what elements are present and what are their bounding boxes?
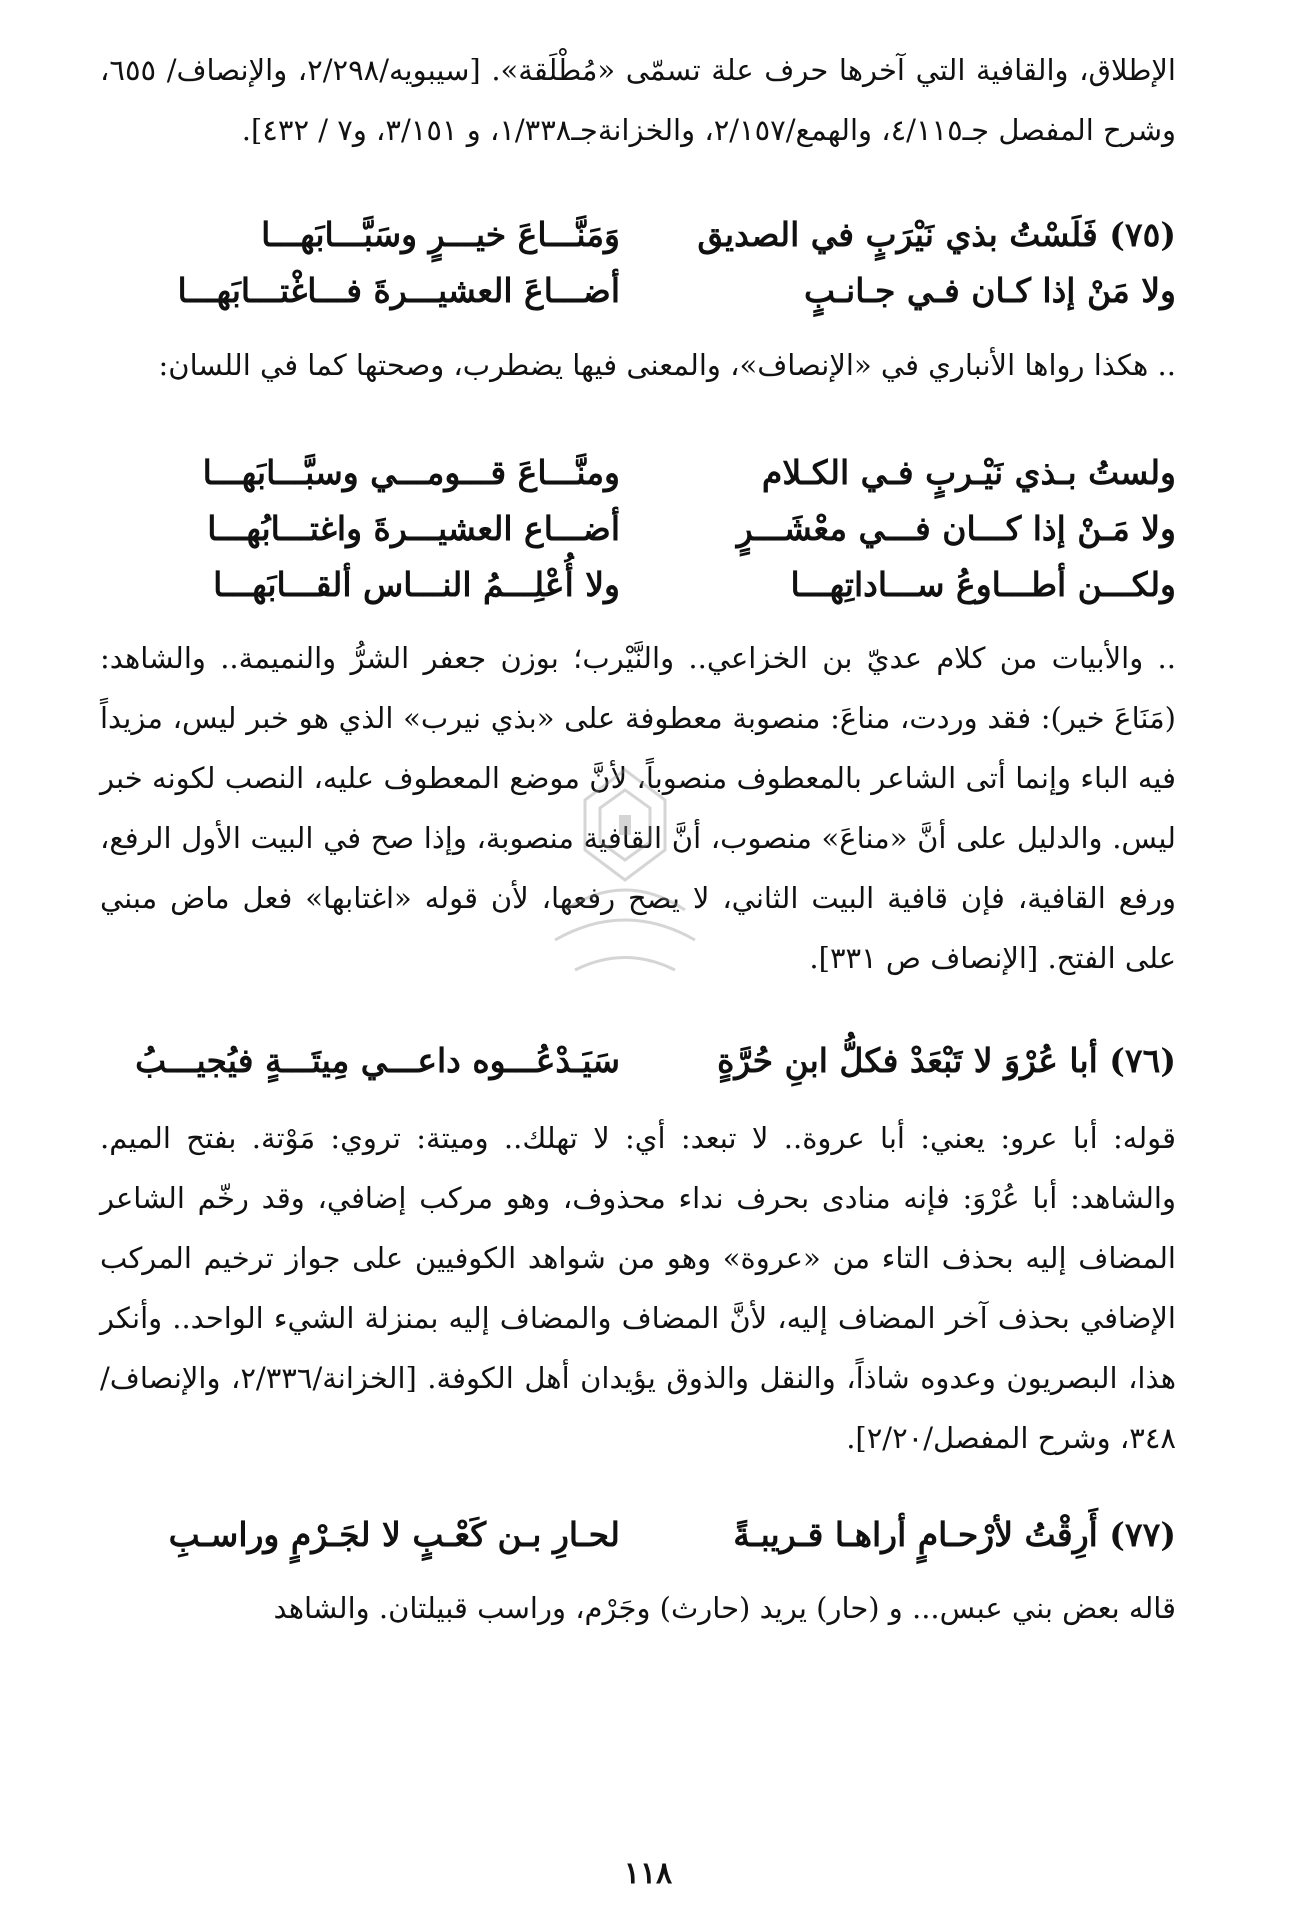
paragraph-shahid-76: قوله: أبا عرو: يعني: أبا عروة.. لا تبعد: أي: لا تهلك.. وميتة: تروي: مَوْتة. بفتح الميم. والشاهد: أبا عُرْوَ: فإنه منادى بحرف نداء محذوف، وهو مركب إضافي، وقد رخّم الشاعر المضاف إليه بحذف التاء من «عروة» وهو من شواهد الكوفيين على جواز ترخيم المركب الإضافي بحذف آخر المضاف إليه، لأنَّ المضاف والمضاف إليه بمنزلة الشيء الواحد.. وأنكر هذا، البصريون وعدوه شاذاً، والنقل والذوق يؤيدان أهل الكوفة. [الخزانة/٢/٣٣٦، والإنصاف/٣٤٨، وشرح المفصل/٢/٢٠]. [100,1121,1176,1455]
verse-second-hemistich: أضـــاعَ العشيـــرةَ فـــاغْتـــابَهـــا [177,271,620,310]
page-number: ١١٨ [623,1856,673,1891]
verse-lisan-line-2 [100,502,1176,556]
verse-second-hemistich: ومنَّـــاعَ قـــومـــي وسبَّـــابَهـــا [202,453,620,492]
verse-lisan-line-1 [100,446,1176,500]
verse-76 [100,1034,1176,1088]
verse-second-hemistich: ولا أُعْلِـــمُ النـــاس ألقـــابَهـــا [213,565,620,604]
verse-first-hemistich: (٧٧) أَرِقْتُ لأرْحـامٍ أراهـا قـريبـةً [733,1515,1176,1554]
verse-75-line-1 [100,208,1176,262]
verse-first-hemistich: (٧٦) أبا عُرْوَ لا تَبْعَدْ فكلُّ ابنِ حُرَّةٍ [717,1041,1176,1080]
verse-second-hemistich: أضـــاع العشيـــرةَ واغتـــابُهـــا [207,509,620,548]
verse-first-hemistich: ولا مَنْ إذا كـان فـي جـانـبٍ [803,271,1176,310]
paragraph-shahid-75: .. والأبيات من كلام عديّ بن الخزاعي.. والنَّيْرب؛ بوزن جعفر الشرُّ والنميمة.. والشاهد: (مَنَاعَ خير): فقد وردت، مناعَ: منصوبة معطوفة على «بذي نيرب» الذي هو خبر ليس، مزيداً فيه الباء وإنما أتى الشاعر بالمعطوف منصوباً، لأنَّ موضع المعطوف عليه، النصب لكونه خبر ليس. والدليل على أنَّ «مناعَ» منصوب، أنَّ القافية منصوبة، وإذا صح في البيت الأول الرفع، ورفع القافية، فإن قافية البيت الثاني، لا يصح رفعها، لأن قوله «اغتابها» فعل ماض مبني على الفتح. [الإنصاف ص ٣٣١]. [100,641,1176,975]
verse-first-hemistich: ولا مَـنْ إذا كـــان فـــي معْشَـــرٍ [736,509,1176,548]
paragraph-anbari-note: .. هكذا رواها الأنباري في «الإنصاف»، والمعنى فيها يضطرب، وصحتها كما في اللسان: [158,348,1176,382]
verse-lisan-line-3 [100,558,1176,612]
paragraph-references-75: الإطلاق، والقافية التي آخرها حرف علة تسمّى «مُطْلَقة». [سيبويه/٢/٢٩٨، والإنصاف/ ٦٥٥، وشرح المفصل جـ٤/١١٥، والهمع/٢/١٥٧، والخزانةجـ١/٣٣٨، و ٣/١٥١، و٧ / ٤٣٢]. [100,53,1176,147]
verse-second-hemistich: سَيَـدْعُـــوه داعـــي مِيتَـــةٍ فيُجيـــبُ [135,1041,620,1080]
library-seal-watermark-icon [535,760,715,1010]
verse-second-hemistich: وَمَنَّـــاعَ خيـــرٍ وسَبَّـــابَهـــا [261,215,620,254]
paragraph-shahid-77: قاله بعض بني عبس... و (حار) يريد (حارث) وجَرْم، وراسب قبيلتان. والشاهد [273,1591,1176,1625]
verse-first-hemistich: (٧٥) فَلَسْتُ بذي نَيْرَبٍ في الصديق [697,215,1176,254]
verse-75-line-2 [100,264,1176,318]
verse-first-hemistich: ولستُ بـذي نَيْـربٍ فـي الكـلام [761,453,1176,492]
verse-77 [100,1508,1176,1562]
verse-second-hemistich: لحـارِ بـن كَعْـبٍ لا لجَـرْمٍ وراسـبِ [168,1515,620,1554]
verse-first-hemistich: ولكـــن أطـــاوعُ ســـاداتِهـــا [790,565,1176,604]
